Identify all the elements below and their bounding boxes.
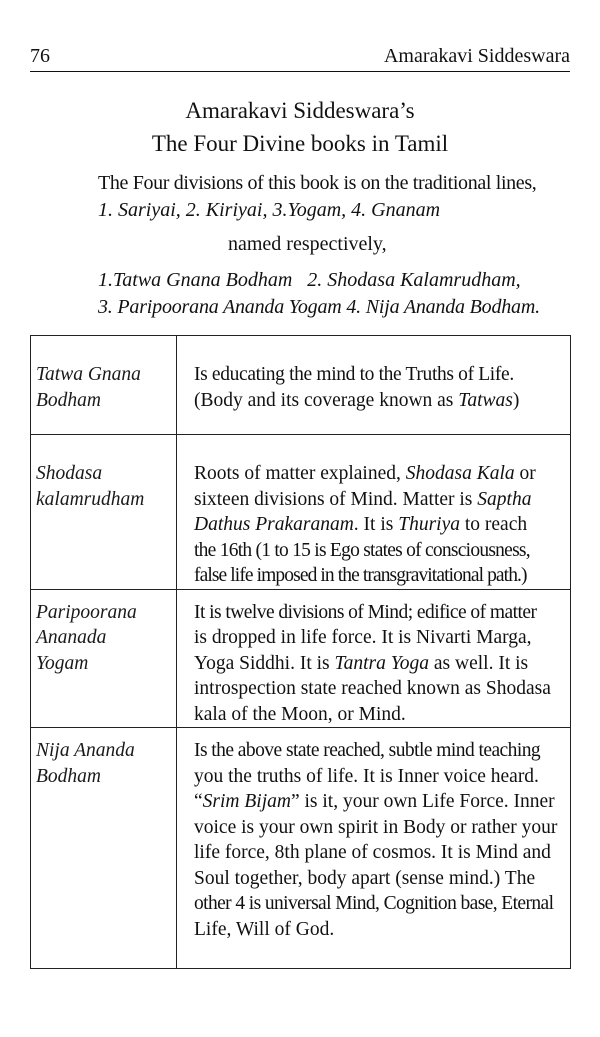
description-line: the 16th (1 to 15 is Ego states of consciousness, [194,539,530,561]
header-rule [30,71,570,72]
running-title: Amarakavi Siddeswara [383,45,570,67]
description-line: sixteen divisions of Mind. Matter is Saptha [194,488,532,510]
page-header [30,44,570,68]
chapter-title-line-2: The Four Divine books in Tamil [151,131,449,156]
table-row [31,435,571,590]
division-description [177,589,571,728]
intro-line-4: 1.Tatwa Gnana Bodham 2. Shodasa Kalamrudham, [98,269,521,291]
table-row [31,589,571,728]
description-line: “Srim Bijam” is it, your own Life Force. Inner [194,791,555,812]
division-name-line: Paripoorana [36,601,137,623]
divisions-table [30,335,571,969]
division-name-line: Bodham [36,765,101,787]
division-name-line: Tatwa Gnana [36,364,141,385]
description-line: introspection state reached known as Shodasa [194,678,551,699]
description-line: kala of the Moon, or Mind. [194,703,406,725]
division-name-line: Ananada [36,627,107,648]
division-name-line: Bodham [36,389,101,411]
description-line: Dathus Prakaranam. It is Thuriya to reach [194,514,528,535]
division-name-line: Yogam [36,652,89,674]
description-line: Roots of matter explained, Shodasa Kala or [194,463,536,484]
description-line: Life, Will of God. [194,918,335,940]
description-line: Yoga Siddhi. It is Tantra Yoga as well. It is [194,652,529,674]
intro-line-5: 3. Paripoorana Ananda Yogam 4. Nija Ananda Bodham. [98,296,540,318]
intro-line-3: named respectively, [228,233,387,255]
division-description [177,336,571,435]
description-line: life force, 8th plane of cosmos. It is Mind and [194,842,551,863]
description-line: Is the above state reached, subtle mind teaching [194,740,541,761]
division-name [31,589,177,728]
intro-line-1: The Four divisions of this book is on the traditional lines, [98,172,537,194]
division-description [177,435,571,590]
description-line: is dropped in life force. It is Nivarti Marga, [194,627,532,648]
description-line: you the truths of life. It is Inner voice heard. [194,765,539,787]
chapter-title-line-1: Amarakavi Siddeswara’s [185,98,415,123]
division-name-line: Nija Ananda [36,740,135,761]
description-line: (Body and its coverage known as Tatwas) [194,389,520,411]
description-line: Soul together, body apart (sense mind.) The [194,867,536,889]
description-line: Is educating the mind to the Truths of Life. [194,364,514,385]
table-row [31,728,571,969]
description-line: voice is your own spirit in Body or rather your [194,816,558,838]
description-line: other 4 is universal Mind, Cognition base, Eternal [194,893,554,914]
division-name [31,435,177,590]
page-number: 76 [30,45,50,67]
division-name [31,336,177,435]
intro-line-2: 1. Sariyai, 2. Kiriyai, 3.Yogam, 4. Gnanam [98,199,441,221]
description-line: It is twelve divisions of Mind; edifice of matter [194,601,537,623]
division-name-line: Shodasa [36,463,103,484]
table-row [31,336,571,435]
division-name [31,728,177,969]
division-name-line: kalamrudham [36,488,145,510]
division-description [177,728,571,969]
description-line: false life imposed in the transgravitational path.) [194,565,527,586]
